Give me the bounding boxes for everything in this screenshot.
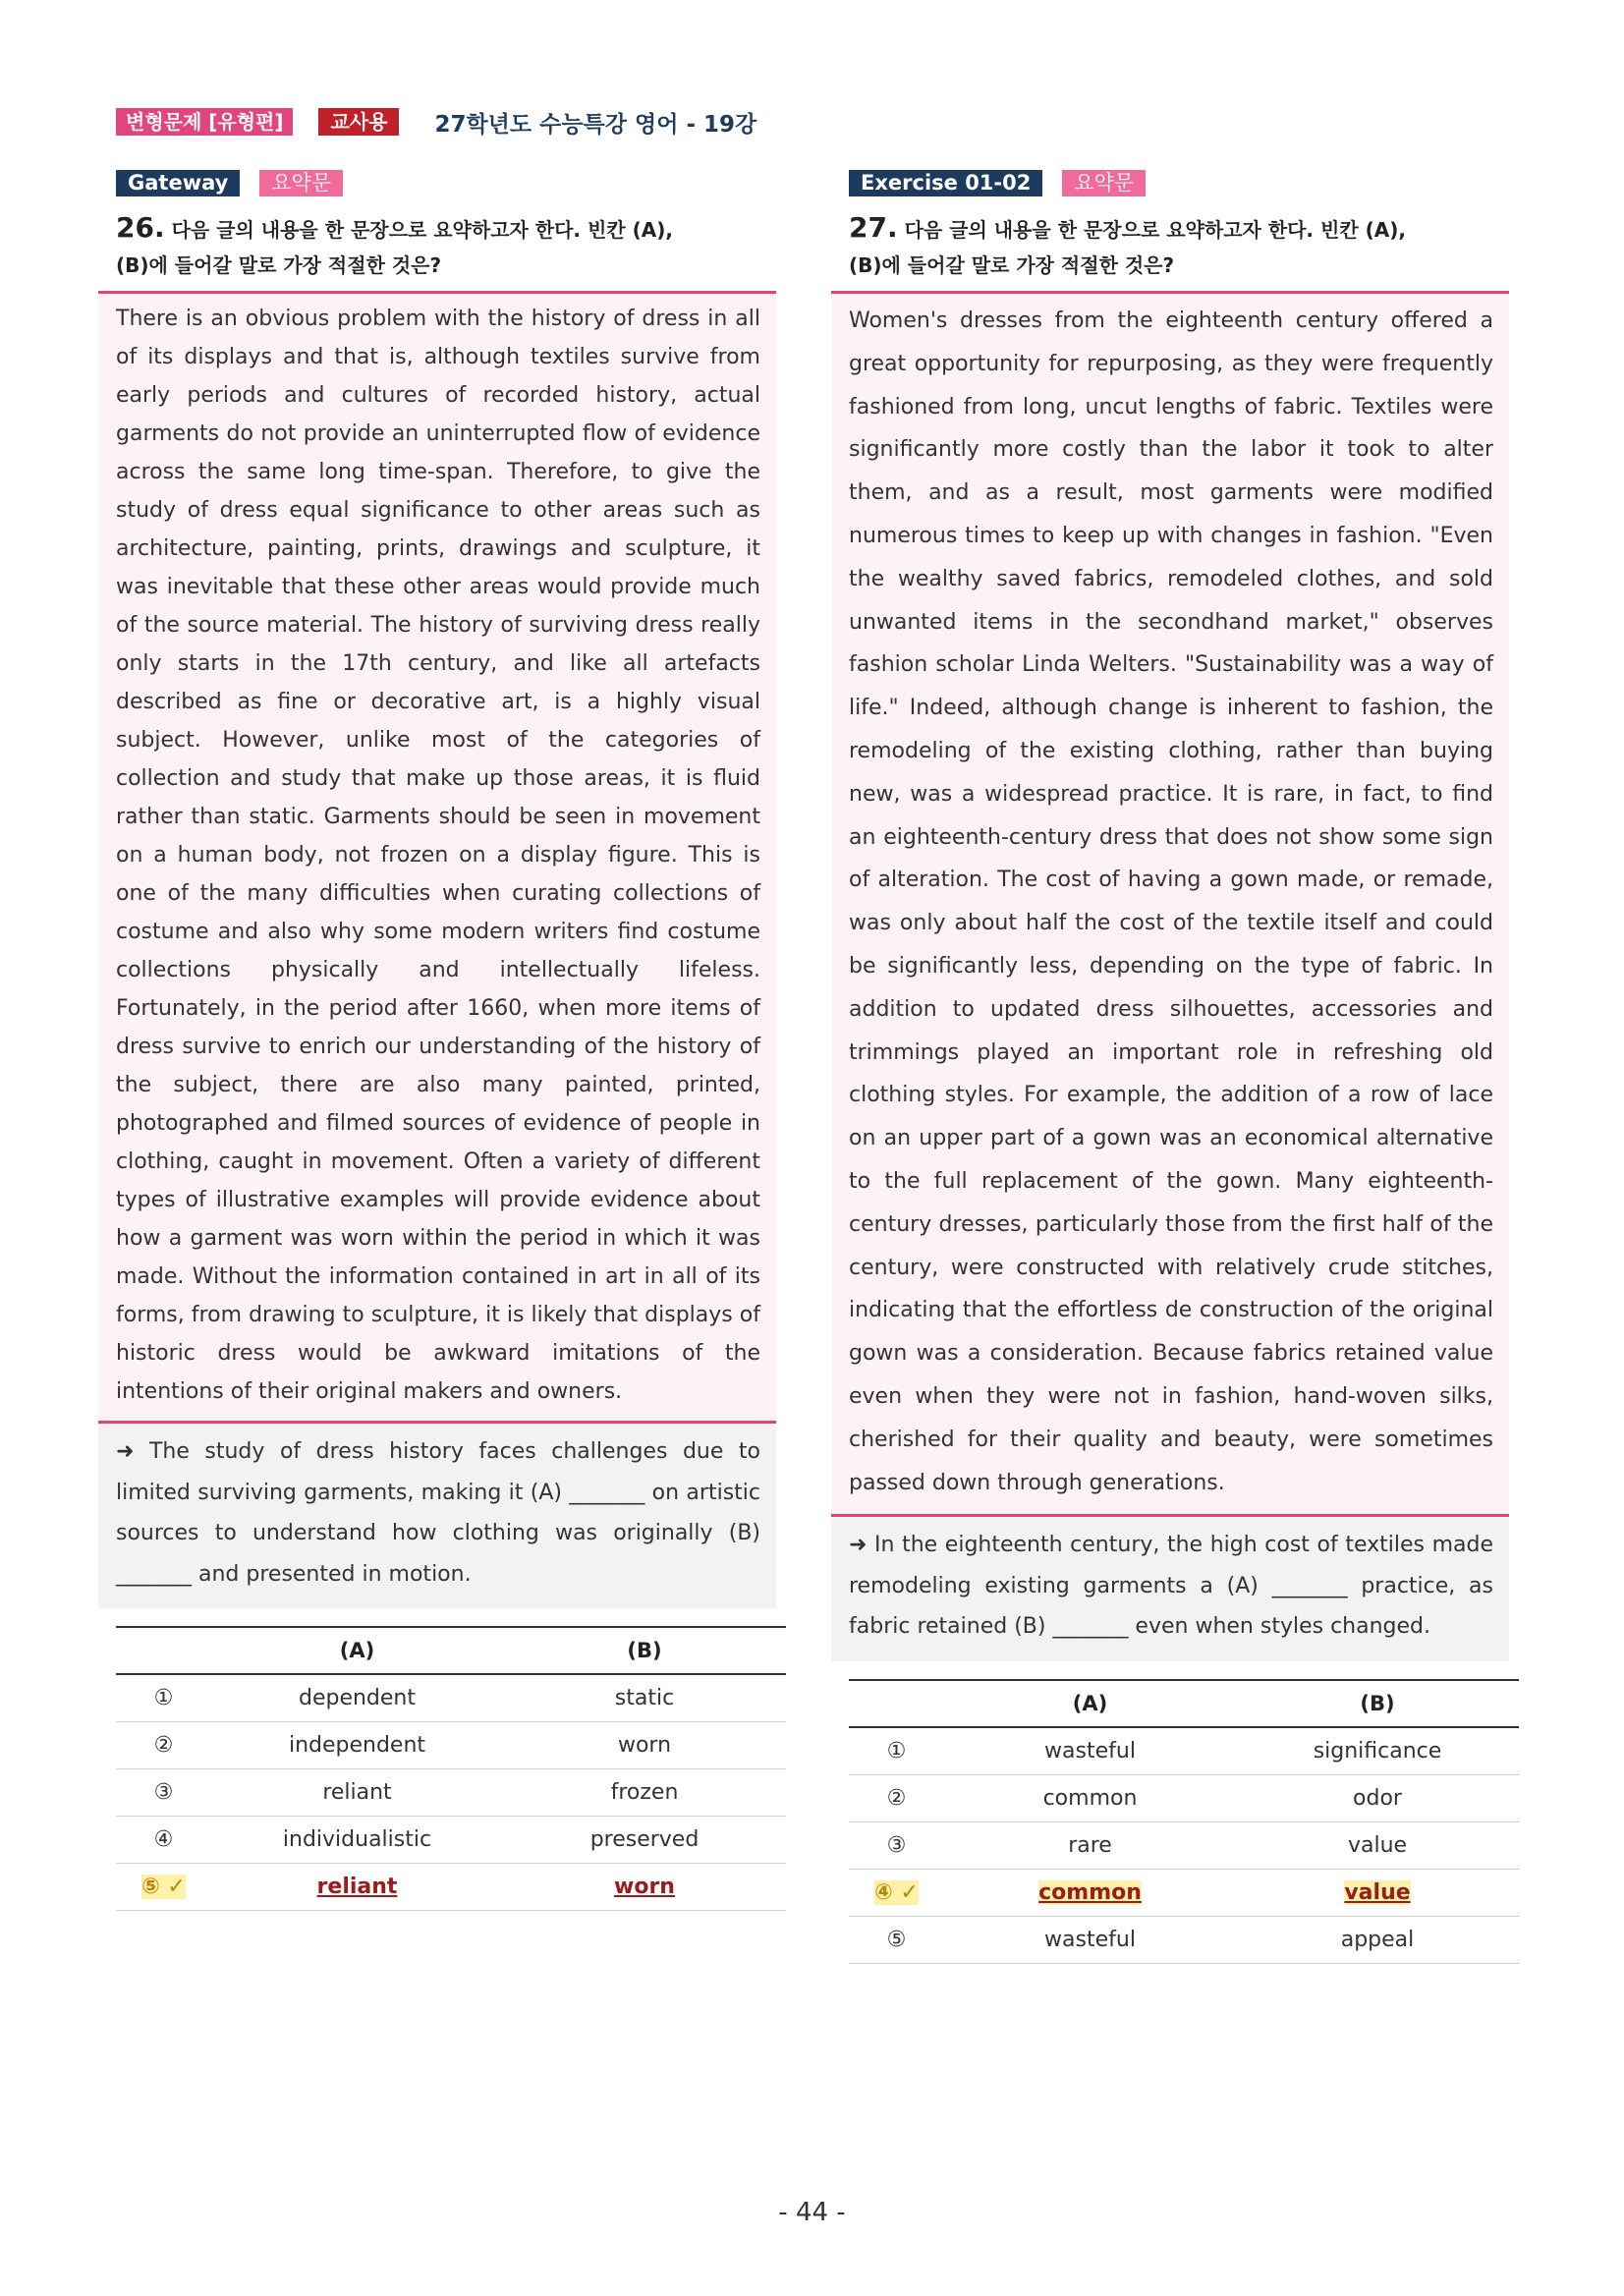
question-text-line1: 다음 글의 내용을 한 문장으로 요약하고자 한다. 빈칸 (A), — [904, 218, 1406, 242]
choice-number — [116, 1864, 211, 1911]
choice-b: worn — [503, 1864, 786, 1911]
choice-b: worn — [503, 1722, 786, 1769]
choice-row[interactable] — [116, 1817, 786, 1864]
choice-number: ③ — [849, 1821, 944, 1869]
choice-number: ④ — [116, 1817, 211, 1864]
answer-mark: ⑤ ✓ — [141, 1875, 186, 1899]
header-a: (A) — [944, 1680, 1236, 1727]
type-label: 요약문 — [259, 170, 343, 196]
header-b: (B) — [1236, 1680, 1519, 1727]
passage: There is an obvious problem with the history of dress in all of its displays and that is, although textiles survive from early periods and cultures of recorded history, actual garments do not provide an uninterrupted flow of evidence across the same long time-span. Therefore, to give the study of dress equal significance to other areas such as architecture, painting, prints, drawings and sculpture, it was inevitable that these other areas would provide much of the source material. The history of surviving dress really only starts in the 17th century, and like all artefacts described as fine or decorative art, is a highly visual subject. However, unlike most of the categories of collection and study that make up those areas, it is fluid rather than static. Garments should be seen in movement on a human body, not frozen on a display figure. This is one of the many difficulties when curating collections of costume and also why some modern writers find costume collections physically and intellectually lifeless. Fortunately, in the period after 1660, when more items of dress survive to enrich our understanding of the history of the subject, there are also many painted, printed, photographed and filmed sources of evidence of people in clothing, caught in movement. Often a variety of different types of illustrative examples will provide evidence about how a garment was worn within the period in which it was made. Without the information contained in art in all of its forms, from drawing to sculpture, it is likely that displays of historic dress would be awkward imitations of the intentions of their original makers and owners. — [98, 291, 776, 1424]
choice-a: reliant — [211, 1769, 503, 1817]
type-label: 요약문 — [1062, 170, 1146, 196]
question-number: 26. — [116, 211, 165, 244]
choice-number: ⑤ — [849, 1916, 944, 1963]
choice-row[interactable] — [116, 1674, 786, 1722]
choice-a — [944, 1869, 1236, 1916]
answer-b-highlight: value — [1344, 1879, 1411, 1905]
choice-number: ① — [849, 1727, 944, 1775]
choice-row[interactable] — [116, 1769, 786, 1817]
choice-row[interactable] — [116, 1722, 786, 1769]
header-blank — [116, 1627, 211, 1674]
header-a: (A) — [211, 1627, 503, 1674]
choice-a: wasteful — [944, 1727, 1236, 1775]
choice-b — [1236, 1869, 1519, 1916]
choice-row[interactable] — [849, 1774, 1519, 1821]
answer-row[interactable] — [849, 1869, 1519, 1916]
choice-number: ③ — [116, 1769, 211, 1817]
type-tag: 변형문제 [유형편] — [116, 108, 293, 136]
header-blank — [849, 1680, 944, 1727]
choice-b: frozen — [503, 1769, 786, 1817]
summary-sentence: ➜ The study of dress history faces challenges due to limited surviving garments, making it (A) _______ on artistic sources to understand how clothing was originally (B) _______ and presented in motion. — [98, 1424, 776, 1608]
choice-number: ② — [849, 1774, 944, 1821]
header-b: (B) — [503, 1627, 786, 1674]
answer-a-highlight: common — [1038, 1879, 1142, 1905]
choice-a: common — [944, 1774, 1236, 1821]
page-title: 27학년도 수능특강 영어 - 19강 — [434, 111, 757, 138]
choices-table — [849, 1679, 1519, 1964]
choice-row[interactable] — [849, 1821, 1519, 1869]
choice-row[interactable] — [849, 1727, 1519, 1775]
question-prompt — [849, 210, 1509, 283]
choice-a: dependent — [211, 1674, 503, 1722]
summary-sentence: ➜ In the eighteenth century, the high cost of textiles made remodeling existing garments a (A) _______ practice, as fabric retained (B) _______ even when styles changed. — [831, 1517, 1509, 1661]
question-text-line2: (B)에 들어갈 말로 가장 적절한 것은? — [849, 253, 1175, 277]
choice-b: odor — [1236, 1774, 1519, 1821]
question-prompt — [116, 210, 776, 283]
choice-a: individualistic — [211, 1817, 503, 1864]
choice-number: ② — [116, 1722, 211, 1769]
choice-number — [849, 1869, 944, 1916]
question-text-line1: 다음 글의 내용을 한 문장으로 요약하고자 한다. 빈칸 (A), — [171, 218, 673, 242]
source-label: Exercise 01-02 — [849, 170, 1042, 196]
choice-number: ① — [116, 1674, 211, 1722]
question-text-line2: (B)에 들어갈 말로 가장 적절한 것은? — [116, 253, 442, 277]
choice-b: appeal — [1236, 1916, 1519, 1963]
choice-a: independent — [211, 1722, 503, 1769]
question-number: 27. — [849, 211, 898, 244]
choice-b: preserved — [503, 1817, 786, 1864]
question-labels — [116, 169, 776, 196]
question-labels — [849, 169, 1509, 196]
teacher-tag: 교사용 — [318, 108, 399, 136]
source-label: Gateway — [116, 170, 240, 196]
choice-b: static — [503, 1674, 786, 1722]
answer-mark: ④ ✓ — [874, 1879, 919, 1905]
choice-b: significance — [1236, 1727, 1519, 1775]
page-number: - 44 - — [778, 2198, 846, 2227]
page-header — [116, 106, 756, 138]
choice-a: reliant — [211, 1864, 503, 1911]
choice-a: wasteful — [944, 1916, 1236, 1963]
choice-a: rare — [944, 1821, 1236, 1869]
answer-row[interactable] — [116, 1864, 786, 1911]
choices-table — [116, 1626, 786, 1911]
passage: Women's dresses from the eighteenth century offered a great opportunity for repurposing, as they were frequently fashioned from long, uncut lengths of fabric. Textiles were significantly more costly than the labor it took to alter them, and as a result, most garments were modified numerous times to keep up with changes in fashion. "Even the wealthy saved fabrics, remodeled clothes, and sold unwanted items in the secondhand market," observes fashion scholar Linda Welters. "Sustainability was a way of life." Indeed, although change is inherent to fashion, the remodeling of the existing clothing, rather than buying new, was a widespread practice. It is rare, in fact, to find an eighteenth-century dress that does not show some sign of alteration. The cost of having a gown made, or remade, was only about half the cost of the textile itself and could be significantly less, depending on the type of fabric. In addition to updated dress silhouettes, accessories and trimmings played an important role in refreshing old clothing styles. For example, the addition of a row of lace on an upper part of a gown was an economical alternative to the full replacement of the gown. Many eighteenth-century dresses, particularly those from the first half of the century, were constructed with relatively crude stitches, indicating that the effortless de construction of the original gown was a consideration. Because fabrics retained value even when they were not in fashion, hand-woven silks, cherished for their quality and beauty, were sometimes passed down through generations. — [831, 291, 1509, 1517]
choice-b: value — [1236, 1821, 1519, 1869]
choices-header — [849, 1680, 1519, 1727]
choices-header — [116, 1627, 786, 1674]
choice-row[interactable] — [849, 1916, 1519, 1963]
question-27 — [831, 169, 1509, 1964]
question-26 — [98, 169, 776, 1911]
